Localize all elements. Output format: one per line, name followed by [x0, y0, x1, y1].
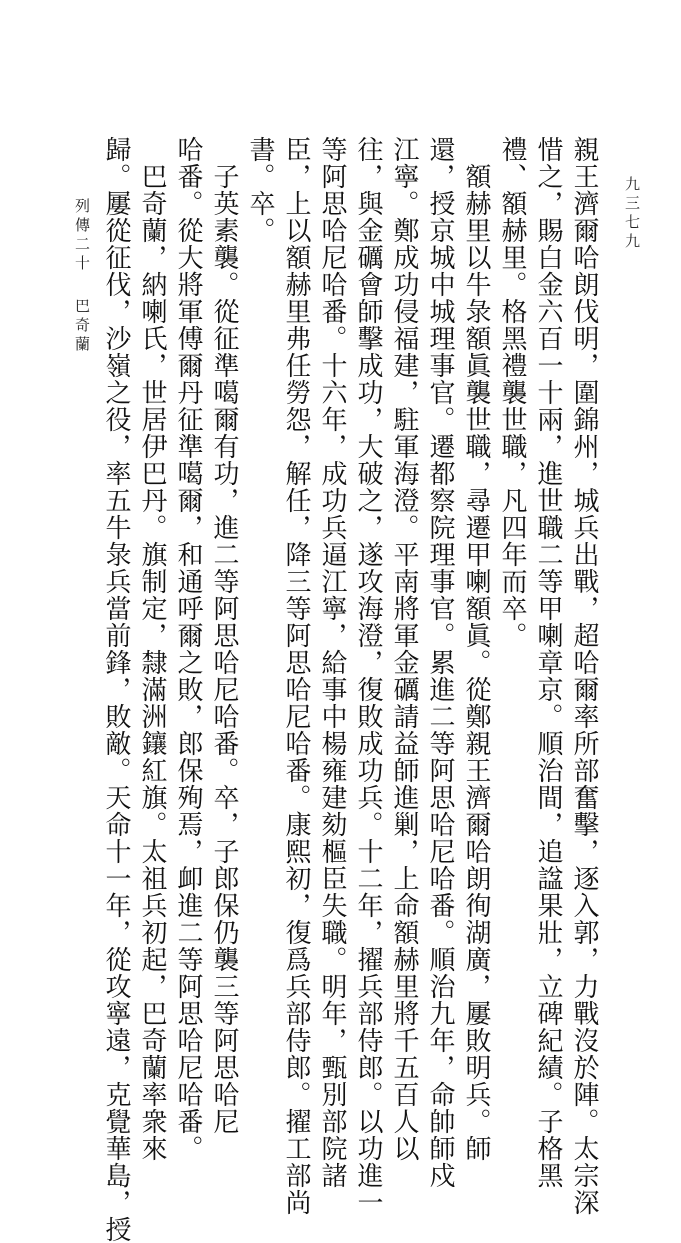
text-column-11: 子英素襲。從征準噶爾有功，進二等阿思哈尼哈番。卒，子郎保仍襲三等阿思哈尼: [209, 163, 239, 1135]
text-column-13: 巴奇蘭，納喇氏，世居伊巴丹。旗制定，隸滿洲鑲紅旗。太祖兵初起，巴奇蘭率衆來: [137, 163, 167, 1162]
text-column-2: 惜之，賜白金六百一十兩，進世職二等甲喇章京。順治間，追諡果壯，立碑紀績。子格黑: [533, 136, 563, 1189]
text-column-3: 禮、額赫里。格黑禮襲世職，凡四年而卒。: [497, 136, 527, 649]
section-title: 巴奇蘭: [73, 298, 91, 355]
text-column-5: 還，授京城中城理事官。遷都察院理事官。累進二等阿思哈尼哈番。順治九年，命帥師戍: [425, 136, 455, 1189]
chapter-title: 列傳二十: [73, 198, 91, 274]
text-column-8: 等阿思哈尼哈番。十六年，成功兵逼江寧，給事中楊雍建劾樞臣失職。明年，甄別部院諸: [317, 136, 347, 1189]
page-number: 九三七九: [623, 176, 641, 252]
text-column-7: 往，與金礪會師擊成功，大破之，遂攻海澄，復敗成功兵。十二年，擢兵部侍郎。以功進一: [353, 136, 383, 1216]
text-column-1: 親王濟爾哈朗伐明，圍錦州，城兵出戰，超哈爾率所部奮擊，逐入郭，力戰沒於陣。太宗深: [569, 136, 599, 1216]
text-column-12: 哈番。從大將軍傅爾丹征準噶爾，和通呼爾之敗，郎保殉焉，卹進二等阿思哈尼哈番。: [173, 136, 203, 1162]
text-column-6: 江寧。鄭成功侵福建，駐軍海澄。平南將軍金礪請益師進剿，上命額赫里將千五百人以: [389, 136, 419, 1162]
text-column-14: 歸。屢從征伐，沙嶺之役，率五牛彔兵當前鋒，敗敵。天命十一年，從攻寧遠，克覺華島，授: [101, 136, 131, 1243]
text-column-10: 書。卒。: [245, 136, 275, 244]
text-column-4: 額赫里以牛彔額眞襲世職，尋遷甲喇額眞。從鄭親王濟爾哈朗徇湖廣，屢敗明兵。師: [461, 163, 491, 1162]
text-column-9: 臣，上以額赫里弗任勞怨，解任，降三等阿思哈尼哈番。康熙初，復爲兵部侍郎。擢工部尚: [281, 136, 311, 1216]
